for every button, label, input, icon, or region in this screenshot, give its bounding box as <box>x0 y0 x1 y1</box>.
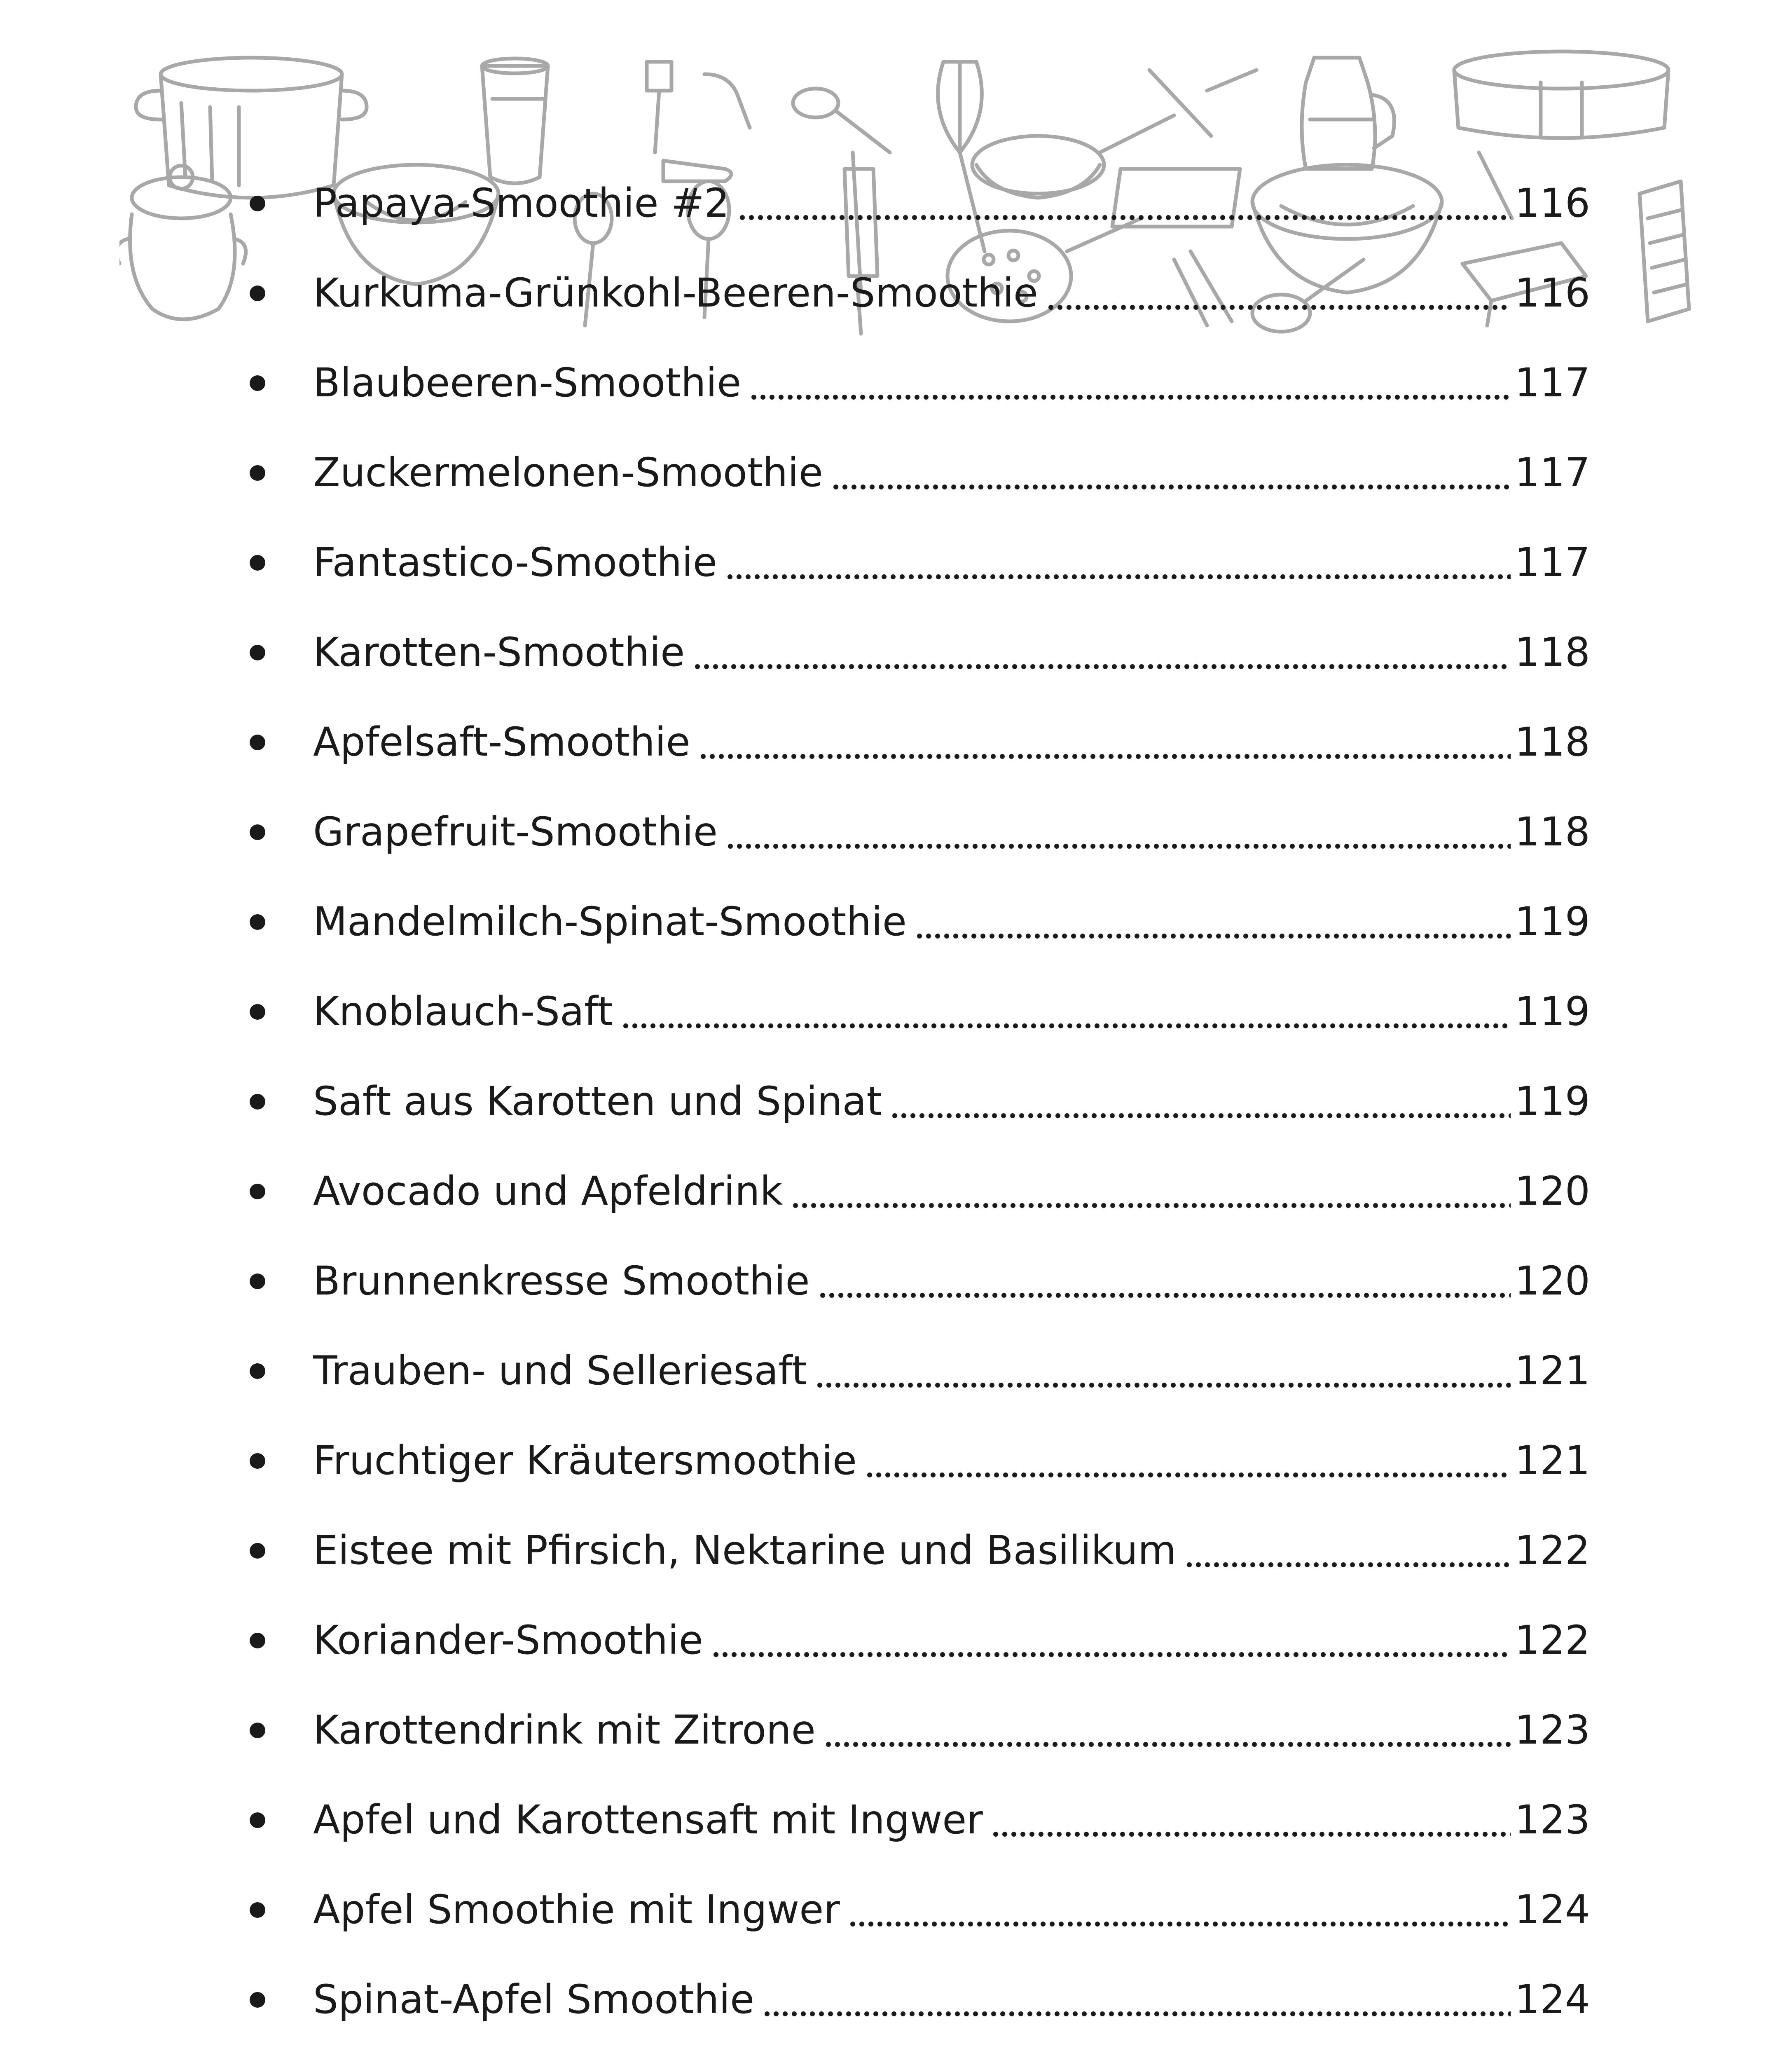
toc-entry-line <box>313 1595 1590 1685</box>
toc-entry-page: 124 <box>1514 1887 1590 1933</box>
toc-entry-line <box>313 338 1590 428</box>
toc-entry[interactable] <box>0 607 1792 697</box>
dot-leader <box>693 632 1511 672</box>
toc-entry-page: 122 <box>1514 1617 1590 1663</box>
dot-leader <box>749 363 1510 403</box>
toc-entry-page: 117 <box>1514 449 1590 496</box>
toc-entry-title: Brunnenkresse Smoothie <box>313 1258 810 1304</box>
bullet-icon <box>250 1902 265 1918</box>
toc-entry-title: Eistee mit Pfirsich, Nektarine und Basilikum <box>313 1527 1177 1573</box>
bullet-icon <box>250 1543 265 1559</box>
toc-entry-line <box>313 1955 1590 2044</box>
toc-entry[interactable] <box>0 787 1792 877</box>
toc-entry-page: 119 <box>1514 988 1590 1035</box>
toc-entry-page: 120 <box>1514 1258 1590 1304</box>
toc-entry[interactable] <box>0 1955 1792 2044</box>
bullet-icon <box>250 1184 265 1199</box>
toc-entry-line <box>313 1505 1590 1595</box>
toc-entry-title: Avocado und Apfeldrink <box>313 1168 783 1214</box>
bullet-icon <box>250 1094 265 1110</box>
toc-entry[interactable] <box>0 1056 1792 1146</box>
toc-entry[interactable] <box>0 1146 1792 1236</box>
toc-entry-title: Knoblauch-Saft <box>313 988 613 1035</box>
toc-entry-title: Apfel Smoothie mit Ingwer <box>313 1887 840 1933</box>
bullet-icon <box>250 1453 265 1469</box>
dot-leader <box>738 183 1511 223</box>
toc-entry-page: 116 <box>1514 180 1590 226</box>
dot-leader <box>621 992 1511 1031</box>
bullet-icon <box>250 1004 265 1020</box>
bullet-icon <box>250 1273 265 1289</box>
dot-leader <box>791 1171 1511 1211</box>
toc-entry-line <box>313 1775 1590 1865</box>
dot-leader <box>831 453 1511 492</box>
bullet-icon <box>250 735 265 750</box>
toc-entry-line <box>313 1685 1590 1775</box>
bullet-icon <box>250 196 265 211</box>
toc-entry[interactable] <box>0 967 1792 1056</box>
dot-leader <box>815 1351 1511 1390</box>
dot-leader <box>711 1620 1511 1660</box>
bullet-icon <box>250 375 265 391</box>
toc-entry-line <box>313 697 1590 787</box>
dot-leader <box>890 1082 1511 1121</box>
toc-entry-title: Grapefruit-Smoothie <box>313 809 718 855</box>
bullet-icon <box>250 465 265 481</box>
toc-entry[interactable] <box>0 1775 1792 1865</box>
bullet-icon <box>250 824 265 840</box>
dot-leader <box>848 1890 1511 1929</box>
toc-entry-page: 122 <box>1514 1527 1590 1573</box>
toc-entry[interactable] <box>0 1505 1792 1595</box>
toc-entry[interactable] <box>0 2044 1792 2060</box>
toc-entry-page: 117 <box>1514 360 1590 406</box>
toc-entry-line <box>313 1056 1590 1146</box>
toc-entry-title: Fruchtiger Kräutersmoothie <box>313 1437 857 1484</box>
toc-entry-line <box>313 877 1590 967</box>
toc-entry-title: Spinat-Apfel Smoothie <box>313 1976 755 2023</box>
toc-entry[interactable] <box>0 517 1792 607</box>
toc-entry-page: 124 <box>1514 1976 1590 2023</box>
toc-entry[interactable] <box>0 1865 1792 1955</box>
toc-entry-title: Karotten-Smoothie <box>313 629 685 675</box>
toc-entry-line <box>313 967 1590 1056</box>
toc-entry-line <box>313 1865 1590 1955</box>
toc-entry-page: 118 <box>1514 809 1590 855</box>
toc-entry[interactable] <box>0 1595 1792 1685</box>
bullet-icon <box>250 914 265 930</box>
bullet-icon <box>250 1812 265 1828</box>
toc-entry-page: 118 <box>1514 629 1590 675</box>
toc-entry[interactable] <box>0 338 1792 428</box>
toc-entry-line <box>313 1146 1590 1236</box>
toc-entry[interactable] <box>0 877 1792 967</box>
toc-entry-page: 123 <box>1514 1707 1590 1753</box>
dot-leader <box>1185 1531 1511 1570</box>
bullet-icon <box>250 555 265 571</box>
toc-entry-page: 119 <box>1514 899 1590 945</box>
toc-entry-line <box>313 428 1590 517</box>
toc-entry-title: Trauben- und Selleriesaft <box>313 1348 807 1394</box>
toc-entry-line <box>313 158 1590 248</box>
toc-entry-page: 123 <box>1514 1797 1590 1843</box>
toc-entry-line <box>313 517 1590 607</box>
toc-entry-title: Papaya-Smoothie #2 <box>313 180 730 226</box>
bullet-icon <box>250 1723 265 1738</box>
toc-entry-page: 118 <box>1514 719 1590 765</box>
toc-entry[interactable] <box>0 1326 1792 1416</box>
toc-entry-page: 120 <box>1514 1168 1590 1214</box>
dot-leader <box>725 543 1511 582</box>
toc-entry[interactable] <box>0 158 1792 248</box>
toc-entry-title: Saft aus Karotten und Spinat <box>313 1078 882 1124</box>
toc-entry-line <box>313 1416 1590 1505</box>
toc-entry-page <box>1515 2044 1590 2060</box>
dot-leader <box>991 1800 1511 1840</box>
dot-leader <box>763 1980 1511 2019</box>
toc-entry-title: Fantastico-Smoothie <box>313 539 717 585</box>
dot-leader <box>915 902 1511 941</box>
toc-entry-line <box>313 1236 1590 1326</box>
toc-entry-page: 116 <box>1514 270 1590 316</box>
toc-entry[interactable] <box>0 697 1792 787</box>
bullet-icon <box>250 1992 265 2008</box>
dot-leader <box>699 722 1511 762</box>
toc-entry[interactable] <box>0 428 1792 517</box>
toc-entry-page: 119 <box>1514 1078 1590 1124</box>
toc-entry-line <box>313 1326 1590 1416</box>
toc-entry-line <box>313 248 1590 338</box>
toc-entry-title: Zuckermelonen-Smoothie <box>313 449 823 496</box>
toc-entry-title <box>313 2044 833 2060</box>
toc-entry-line <box>313 607 1590 697</box>
bullet-icon <box>250 1633 265 1648</box>
dot-leader <box>726 812 1511 852</box>
toc-entry-title: Koriander-Smoothie <box>313 1617 703 1663</box>
dot-leader <box>1046 273 1511 313</box>
dot-leader <box>865 1441 1511 1480</box>
toc-entry-page: 117 <box>1514 539 1590 585</box>
bullet-icon <box>250 286 265 301</box>
toc-entry[interactable] <box>0 1416 1792 1505</box>
toc-entry-title: Karottendrink mit Zitrone <box>313 1707 816 1753</box>
toc-entry-title: Apfelsaft-Smoothie <box>313 719 690 765</box>
toc-entry-title: Mandelmilch-Spinat-Smoothie <box>313 899 907 945</box>
toc-entry-page: 121 <box>1514 1348 1590 1394</box>
bullet-icon <box>250 645 265 660</box>
toc-entry-line <box>313 2044 1590 2060</box>
bullet-icon <box>250 1363 265 1379</box>
toc-entry[interactable] <box>0 1685 1792 1775</box>
toc-entry-line <box>313 787 1590 877</box>
toc-entry-title: Kurkuma-Grünkohl-Beeren-Smoothie <box>313 270 1038 316</box>
toc-entry-page: 121 <box>1514 1437 1590 1484</box>
toc-entry[interactable] <box>0 1236 1792 1326</box>
toc-entry-title: Blaubeeren-Smoothie <box>313 360 742 406</box>
toc-entry-title: Apfel und Karottensaft mit Ingwer <box>313 1797 983 1843</box>
toc-entry[interactable] <box>0 248 1792 338</box>
dot-leader <box>818 1261 1511 1301</box>
dot-leader <box>824 1710 1511 1750</box>
